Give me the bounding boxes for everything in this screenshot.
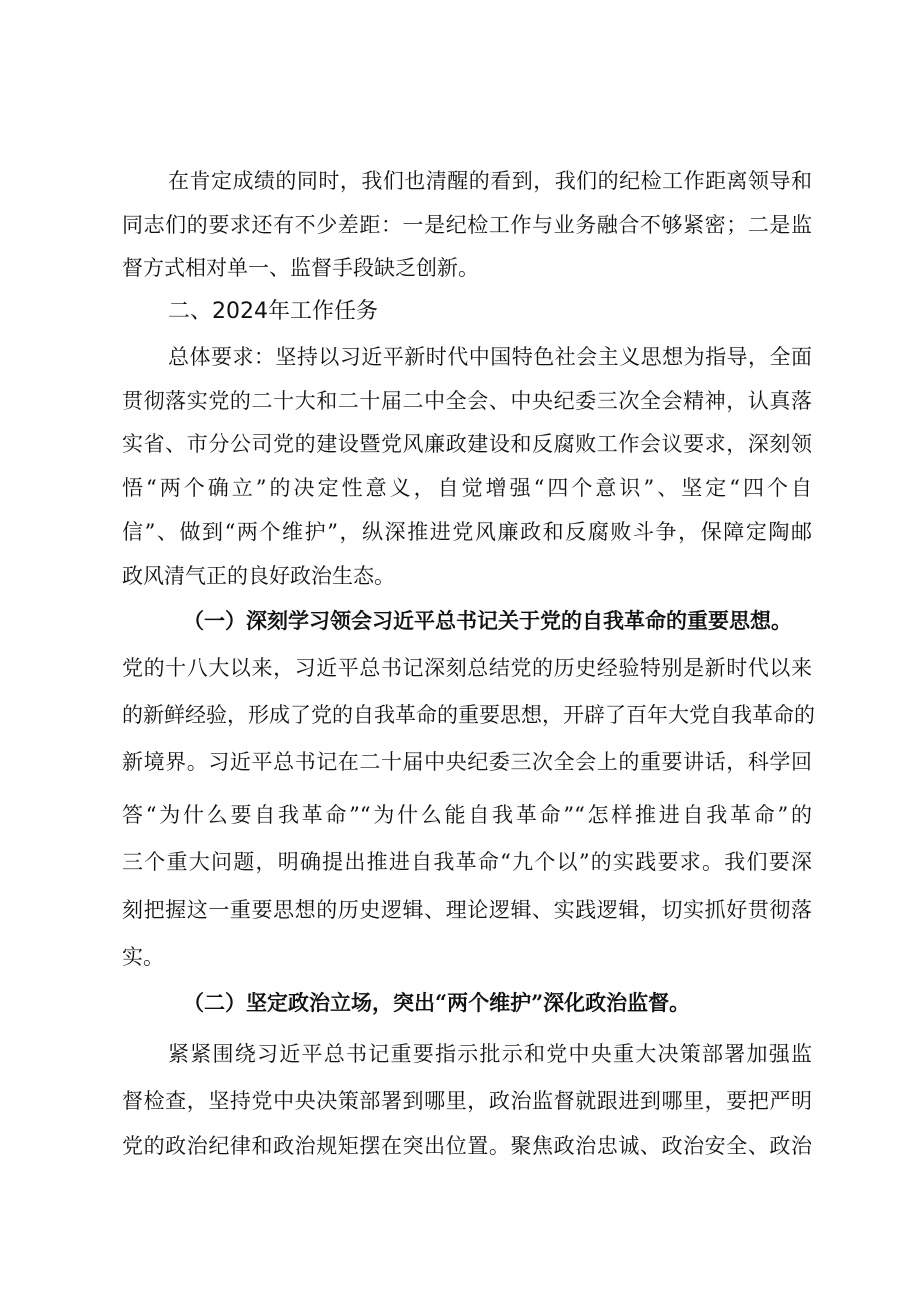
text-line: 党的政治纪律和政治规矩摆在突出位置。聚焦政治忠诚、政治安全、政治 <box>122 1134 812 1158</box>
text-line: 总体要求：坚持以习近平新时代中国特色社会主义思想为指导，全面 <box>168 345 812 369</box>
text-line: 党的十八大以来，习近平总书记深刻总结党的历史经验特别是新时代以来 <box>122 656 812 680</box>
text-line: 刻把握这一重要思想的历史逻辑、理论逻辑、实践逻辑，切实抓好贯彻落 <box>122 898 812 922</box>
text-line: 督方式相对单一、监督手段缺乏创新。 <box>122 256 479 280</box>
text-line: 实。 <box>122 945 164 969</box>
text-line: 答“为什么要自我革命”“为什么能自我革命”“怎样推进自我革命”的 <box>122 803 812 827</box>
text-line: 信”、做到“两个维护”，纵深推进党风廉政和反腐败斗争，保障定陶邮 <box>122 520 812 544</box>
section-heading: 二、2024年工作任务 <box>168 299 378 324</box>
text-line: 督检查，坚持党中央决策部署到哪里，政治监督就跟进到哪里，要把严明 <box>122 1089 812 1113</box>
text-line: 新境界。习近平总书记在二十届中央纪委三次全会上的重要讲话，科学回 <box>122 750 812 774</box>
text-line: 政风清气正的良好政治生态。 <box>122 564 395 588</box>
text-line: 三个重大问题，明确提出推进自我革命“九个以”的实践要求。我们要深 <box>122 850 812 874</box>
text-line: 的新鲜经验，形成了党的自我革命的重要思想，开辟了百年大党自我革命的 <box>122 703 815 727</box>
subsection-heading: （二）坚定政治立场，突出“两个维护”深化政治监督。 <box>183 990 691 1015</box>
text-line: 悟“两个确立”的决定性意义，自觉增强“四个意识”、坚定“四个自 <box>122 476 812 500</box>
subsection-heading: （一）深刻学习领会习近平总书记关于党的自我革命的重要思想。 <box>183 608 792 633</box>
text-line: 在肯定成绩的同时，我们也清醒的看到，我们的纪检工作距离领导和 <box>168 169 812 193</box>
text-line: 实省、市分公司党的建设暨党风廉政建设和反腐败工作会议要求，深刻领 <box>122 432 812 456</box>
text-line: 同志们的要求还有不少差距：一是纪检工作与业务融合不够紧密；二是监 <box>122 213 812 237</box>
text-line: 紧紧围绕习近平总书记重要指示批示和党中央重大决策部署加强监 <box>168 1042 812 1066</box>
text-line: 贯彻落实党的二十大和二十届二中全会、中央纪委三次全会精神，认真落 <box>122 389 812 413</box>
